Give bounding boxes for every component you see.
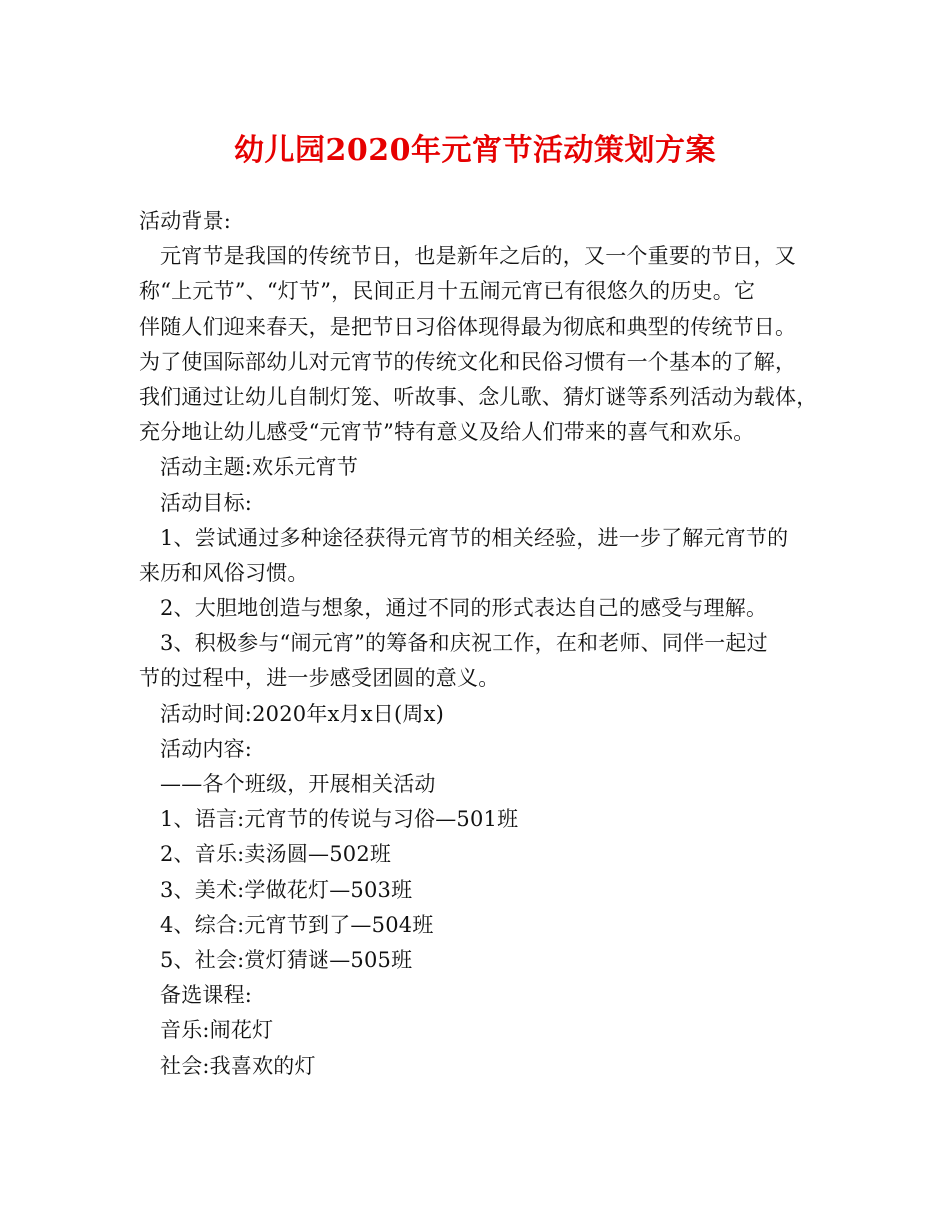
goal-item: 3、积极参与“闹元宵”的筹备和庆祝工作，在和老师、同伴一起过 xyxy=(160,631,768,656)
document-body xyxy=(139,204,827,1084)
content-item: 1、语言:元宵节的传说与习俗—501班 xyxy=(160,807,519,832)
section-heading-content: 活动内容: xyxy=(160,736,253,761)
activity-theme: 活动主题:欢乐元宵节 xyxy=(160,455,359,480)
goal-item-continuation: 节的过程中，进一步感受团圆的意义。 xyxy=(139,666,500,691)
section-heading-background: 活动背景: xyxy=(139,209,232,233)
content-item: 5、社会:赏灯猜谜—505班 xyxy=(160,947,413,972)
section-heading-goals: 活动目标: xyxy=(160,490,253,515)
paragraph-line: 元宵节是我国的传统节日，也是新年之后的，又一个重要的节日，又 xyxy=(160,244,796,269)
paragraph-line: 称“上元节”、“灯节”，民间正月十五闹元宵已有很悠久的历史。它 xyxy=(139,279,756,304)
activity-time: 活动时间:2020年x月x日(周x) xyxy=(160,701,445,726)
paragraph-line: 我们通过让幼儿自制灯笼、听故事、念儿歌、猜灯谜等系列活动为载体， xyxy=(139,384,818,409)
content-item: 3、美术:学做花灯—503班 xyxy=(160,877,413,902)
content-item: 4、综合:元宵节到了—504班 xyxy=(160,912,434,937)
content-item: 2、音乐:卖汤圆—502班 xyxy=(160,842,392,867)
content-subheading: ——各个班级，开展相关活动 xyxy=(160,772,436,796)
section-heading-optional: 备选课程: xyxy=(160,983,253,1008)
paragraph-line: 充分地让幼儿感受“元宵节”特有意义及给人们带来的喜气和欢乐。 xyxy=(139,420,755,445)
goal-item: 2、大胆地创造与想象，通过不同的形式表达自己的感受与理解。 xyxy=(160,596,768,621)
goal-item-continuation: 来历和风俗习惯。 xyxy=(139,560,309,585)
paragraph-line: 为了使国际部幼儿对元宵节的传统文化和民俗习惯有一个基本的了解， xyxy=(139,349,797,374)
paragraph-line: 伴随人们迎来春天，是把节日习俗体现得最为彻底和典型的传统节日。 xyxy=(139,314,797,339)
optional-course: 音乐:闹花灯 xyxy=(160,1018,274,1043)
goal-item: 1、尝试通过多种途径获得元宵节的相关经验，进一步了解元宵节的 xyxy=(160,525,789,550)
document-title: 幼儿园2020年元宵节活动策划方案 xyxy=(234,133,716,168)
optional-course: 社会:我喜欢的灯 xyxy=(160,1053,316,1078)
